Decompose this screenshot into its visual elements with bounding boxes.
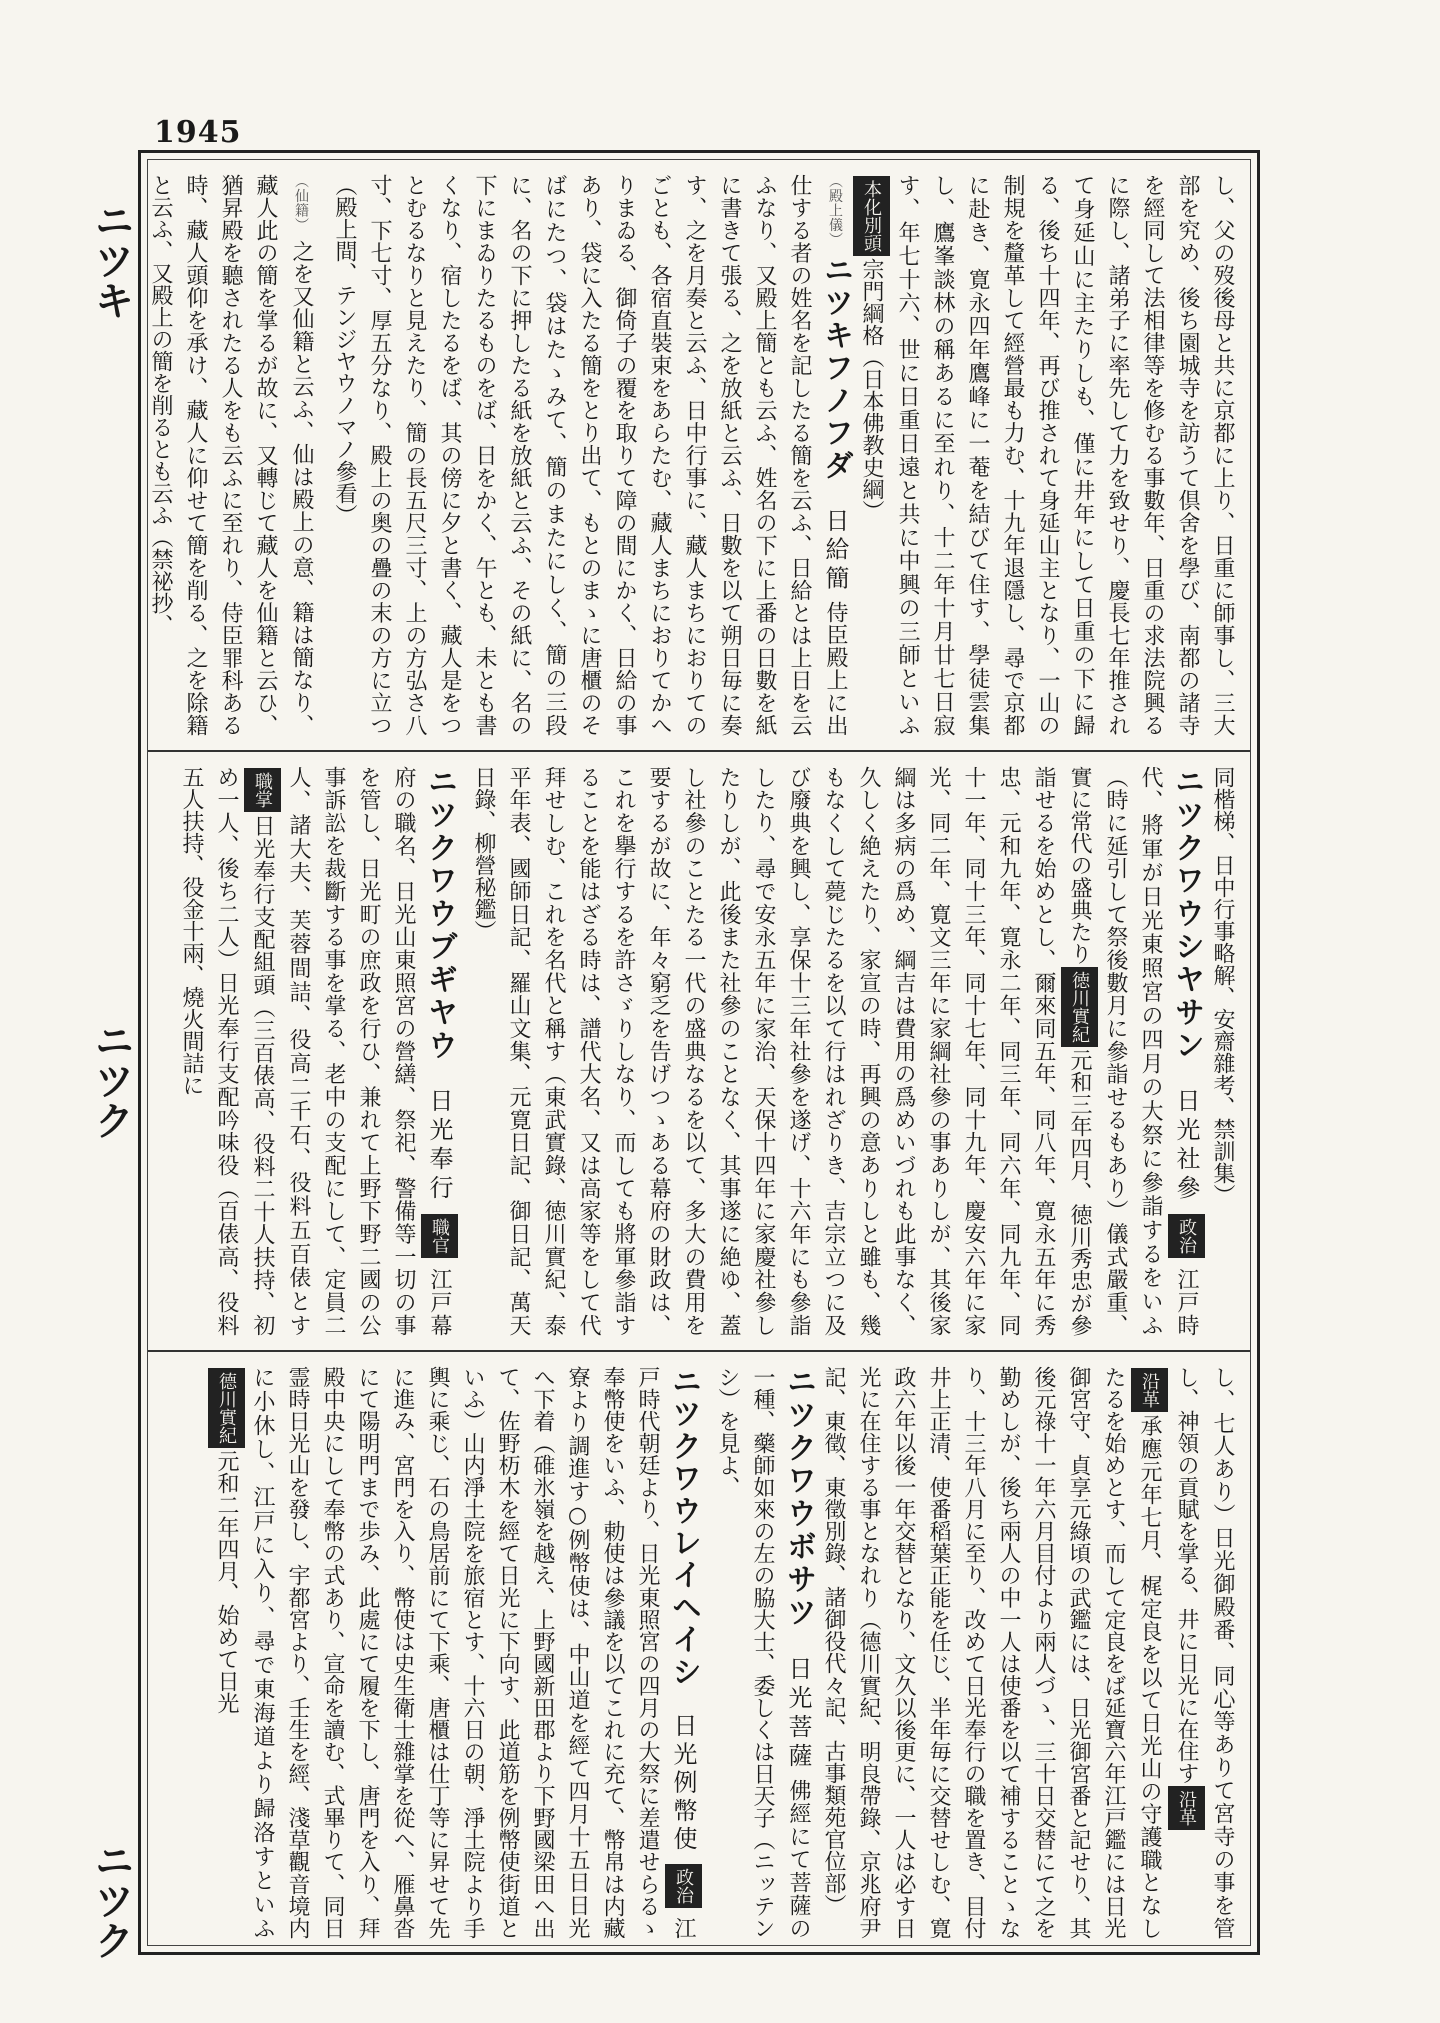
running-head-middle: ニツク — [88, 1020, 134, 1140]
continuation-text: 同楷梯、日中行事略解、安齋雜考、禁訓集） — [1210, 766, 1235, 1206]
category-tag: 本化別頭 — [853, 176, 890, 256]
entry-body-cont: 元和三年四月、徳川秀忠が參詣せるを始めとし、爾來同五年、同八年、寛永五年に秀忠、元和九年、寛永二年、同三年、同六年、同九年、同十一年、同十三年、同十七年、同十九年、慶安六年に家光、同二年、寛文三年に家綱社參の事ありしが、其後家綱は多病の爲め、綱吉は費用の爲めいづれも此事なく、久しく絶えたり、家宣の時、再興の意ありしと雖も、幾もなくして薨じたるを以て行はれざりき、吉宗立つに及び廢典を興し、享保十三年社參を遂げ、十六年にも參詣したり、尋で安永五年に家治、天保十四年に家慶社參したりしが、此後また社參のことなく、其事遂に絶ゆ、蓋し社參のことたる一代の盛典なるを以て、多大の費用を要するが故に、年々窮乏を告げつゝある幕府の財政は、これを擧行するを許さゞりしなり、而しても將軍參詣することを能はざる時は、譜代大名、又は高家等をして代拜せしむ、これを名代と稱す（東武實錄、徳川實紀、泰平年表、國師日記、羅山文集、元寛日記、御日記、萬天日錄、柳營秘鑑） — [471, 766, 1092, 1337]
entry-nikkou-shasan — [466, 766, 1205, 1336]
entry-sensaku — [148, 174, 319, 736]
section-tag: 職掌 — [244, 768, 281, 812]
section-tag: 沿革 — [1168, 1786, 1205, 1830]
entry-title: ニツクワウブギヤウ — [422, 766, 457, 1063]
entry-body-cont: 元和二年四月、始めて日光 — [214, 1450, 239, 1714]
source-tag: 德川實紀 — [208, 1368, 245, 1448]
running-head-top: ニツキ — [88, 200, 134, 320]
entry-nikkifunofuda — [327, 174, 853, 736]
page-frame — [138, 150, 1260, 1955]
entry-title: ニツキフノフダ — [818, 254, 853, 483]
entry-title: ニツクワウボサツ — [781, 1366, 816, 1630]
continuation-text-2: 沿革承應元年七月、梶定良を以て日光山の守護職となしたるを始めとす、而して定良をば延寶六年江戸鑑には日光御宮守、貞享元綠頃の武鑑には、日光御宮番と記せり、其後元祿十一年六月目付より兩人づゝ、三十日交替にて之を勤めしが、後ち兩人の中一人は使番を以て補することゝなり、十三年八月に至り、改めて日光奉行の職を置き、目付井上正清、使番稻葉正能を任じ、半年毎に交替せしむ、寛政六年以後一年交替となり、文久以後更に、一人は必す日光に在住する事となれり（德川實紀、明良帶錄、京兆府尹記、東徵、東徵別錄、諸御役代々記、古事類苑官位部） — [816, 1366, 1168, 1939]
entry-kanji: 日光例幣使 — [669, 1713, 697, 1855]
entry-body: 佛經にて菩薩の一種、藥師如來の左の脇大士、委しくは日天子（ニッテンシ）を見よ、 — [715, 1366, 811, 1940]
band-bottom — [148, 1350, 1250, 1953]
entry-kanji: 日給簡 — [821, 507, 849, 594]
entry-body: 江戸時代朝廷より、日光東照宮の四月の大祭に差遣せらるゝ奉幣使をいふ、勅使は參議を以てこれに充て、幣帛は内藏寮より調進す○例幣使は、中山道を經て四月十五日日光へ下着（碓氷嶺を越え、上野國新田郡より下野國梁田へ出て、佐野杤木を經て日光に下向す、此道筋を例幣使街道といふ）山内淨土院を旅宿とす、十六日の朝、淨土院より手輿に乘じ、石の鳥居前にて下乘、唐櫃は仕丁等に昇せて先に進み、宮門を入り、幣使は史生衛士雜掌を從へ、雁鼻沓にて陽明門まで歩み、此處にて履を下し、唐門を入り、拜殿中央にして奉幣の式あり、宣命を讀む、式畢りて、同日霊時日光山を發し、宇都宮より、壬生を經、淺草觀音境内に小休し、江戸に入り、尋で東海道より歸洛すといふ — [250, 1366, 696, 1940]
category-tag: 政治 — [665, 1864, 702, 1908]
band-middle — [148, 750, 1250, 1350]
band-top — [148, 160, 1250, 750]
running-heads — [88, 200, 140, 1960]
entry-kanji: 日光社參 — [1172, 1088, 1200, 1205]
entry-body: 之を又仙籍と云ふ、仙は殿上の意、籍は簡なり、藏人此の簡を掌るが故に、又轉じて藏人を仙籍と云ひ、猶昇殿を聽されたる人をも云ふに至れり、侍臣罪科ある時、藏人頭仰を承け、藏人に仰せて簡を削る、之を除籍と云ふ、又殿上の簡を削るとも云ふ（禁祕抄、 — [148, 174, 314, 737]
entry-nikkou-bosatsu — [710, 1366, 816, 1939]
entry-title: ニツクワウレイヘイシ — [666, 1366, 701, 1689]
entry-nikkou-bugyou — [174, 766, 458, 1336]
page-number: 1945 — [154, 115, 242, 150]
entry-kanji: 日光奉行 — [425, 1088, 453, 1205]
entry-category: （仙籍） — [293, 174, 309, 233]
category-tag: 政治 — [1168, 1214, 1205, 1258]
entry-kanji: 日光菩薩 — [784, 1655, 812, 1772]
entry-body: 江戸時代、將軍が日光東照宮の四月の大祭に參詣するをいふ（時に延引して祭後數月に參詣せるもあり）儀式嚴重、實に常代の盛典たり — [1067, 766, 1199, 1337]
category-tag: 職官 — [421, 1214, 458, 1258]
entry-title: ニツクワウシヤサン — [1169, 766, 1204, 1063]
entry-body: 江戸幕府の職名、日光山東照宮の營繕、祭祀、警備等一切の事を管し、日光町の庶政を行ひ、兼れて上野下野二國の公事訴訟を裁斷する事を掌る、老中の支配にして、定員二人、諸大夫、芙蓉間詰、役高二千石、役料五百俵とす — [286, 766, 452, 1337]
section-tag: 沿革 — [1131, 1368, 1168, 1412]
entry-nikkou-reiheishi — [208, 1366, 702, 1939]
entry-category: （殿上儀） — [827, 174, 843, 247]
entry-body: 侍臣殿上に出仕する者の姓名を記したる簡を云ふ、日給とは上日を云ふなり、又殿上簡とも云ふ、姓名の下に上番の日數を紙に書きて張る、之を放紙と云ふ、日數を以て朔日毎に奏す、之を月奏と云ふ、日中行事に、藏人まちにおりてのごとも、各宿直裝束をあらたむ、藏人まちにおりてかへりまゐる、御倚子の覆を取りて障の間にかく、日給の事あり、袋に入たる簡をとり出て、もとのまゝに唐櫃のそばにたつ、袋はたゝみて、簡のまたにしく、簡の三段に、名の下に押したる紙を放紙と云ふ、その紙に、名の下にまゐりたるものをば、日をかく、午とも、未とも書くなり、宿したるをば、其の傍に夕と書く、藏人是をつとむるなりと見えたり、簡の長五尺三寸、上の方弘さ八寸、下七寸、厚五分なり、殿上の奥の疊の末の方に立つ（殿上間、テンジヤウノマノ參看） — [332, 174, 848, 737]
running-head-bottom: ニツク — [88, 1840, 134, 1960]
continuation-text: し、父の歿後母と共に京都に上り、日重に師事し、三大部を究め、後ち園城寺を訪うて倶舍を學び、南都の諸寺を經同して法相律等を修むる事數年、日重の求法院興るに際し、諸弟子に率先して力を致せり、慶長七年推されて身延山に主たりしも、僅に井年にして日重の下に歸る、後ち十四年、再び推されて身延山主となり、一山の制規を釐革して經營最も力む、十九年退隱し、尋で京都に赴き、寛永四年鷹峰に一菴を結びて住す、學徒雲集し、鷹峯談林の稱あるに至れり、十二年十月廿七日寂す、年七十六、世に日重日遠と共に中興の三師といふ本化別頭宗門綱格（日本佛教史綱） — [853, 174, 1240, 736]
entry-body-cont: 日光奉行支配組頭（三百俵高、役料二十人扶持、初め一人、後ち二人）日光奉行支配吟味役（百俵高、役料五人扶持、役金十兩、燒火間詰に — [179, 766, 275, 1336]
source-tag: 徳川實紀 — [1061, 967, 1098, 1047]
continuation-text: し、七人あり）日光御殿番、同心等ありて宮寺の事を管し、神領の貢賦を掌る、井に日光に在住す沿革 — [1168, 1366, 1240, 1939]
